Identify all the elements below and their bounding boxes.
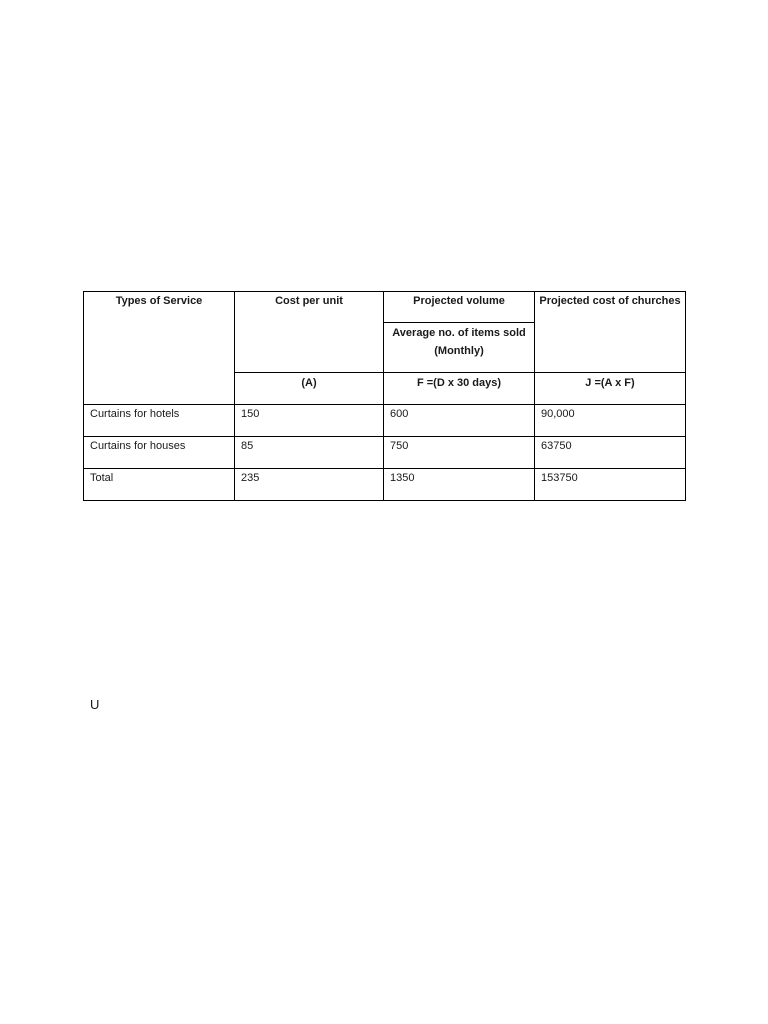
header-label: Projected cost of churches xyxy=(539,295,681,307)
stray-text: U xyxy=(90,697,100,712)
projected-cost-table xyxy=(83,291,686,501)
header-types-of-service xyxy=(84,292,235,405)
header-row xyxy=(84,292,686,373)
header-sublabel: Average no. of items sold (Monthly) xyxy=(392,327,526,357)
header-projected-volume xyxy=(384,292,535,373)
header-cost-per-unit xyxy=(235,292,384,373)
cell-cost: 85 xyxy=(235,437,384,469)
cell-cost: 150 xyxy=(235,405,384,437)
header-label: Cost per unit xyxy=(275,295,343,307)
cell-projected: 63750 xyxy=(535,437,686,469)
header-label: Projected volume xyxy=(384,292,534,323)
formula-cost: (A) xyxy=(235,373,384,405)
cell-service: Curtains for houses xyxy=(84,437,235,469)
formula-projected: J =(A x F) xyxy=(535,373,686,405)
table-row xyxy=(84,405,686,437)
formula-volume: F =(D x 30 days) xyxy=(384,373,535,405)
cell-cost: 235 xyxy=(235,469,384,501)
cell-service: Curtains for hotels xyxy=(84,405,235,437)
table-row-total xyxy=(84,469,686,501)
header-label: Types of Service xyxy=(115,295,203,307)
table-row xyxy=(84,437,686,469)
cell-projected: 153750 xyxy=(535,469,686,501)
cell-volume: 1350 xyxy=(384,469,535,501)
cell-service: Total xyxy=(84,469,235,501)
cell-projected: 90,000 xyxy=(535,405,686,437)
header-projected-cost xyxy=(535,292,686,373)
cell-volume: 750 xyxy=(384,437,535,469)
cell-volume: 600 xyxy=(384,405,535,437)
